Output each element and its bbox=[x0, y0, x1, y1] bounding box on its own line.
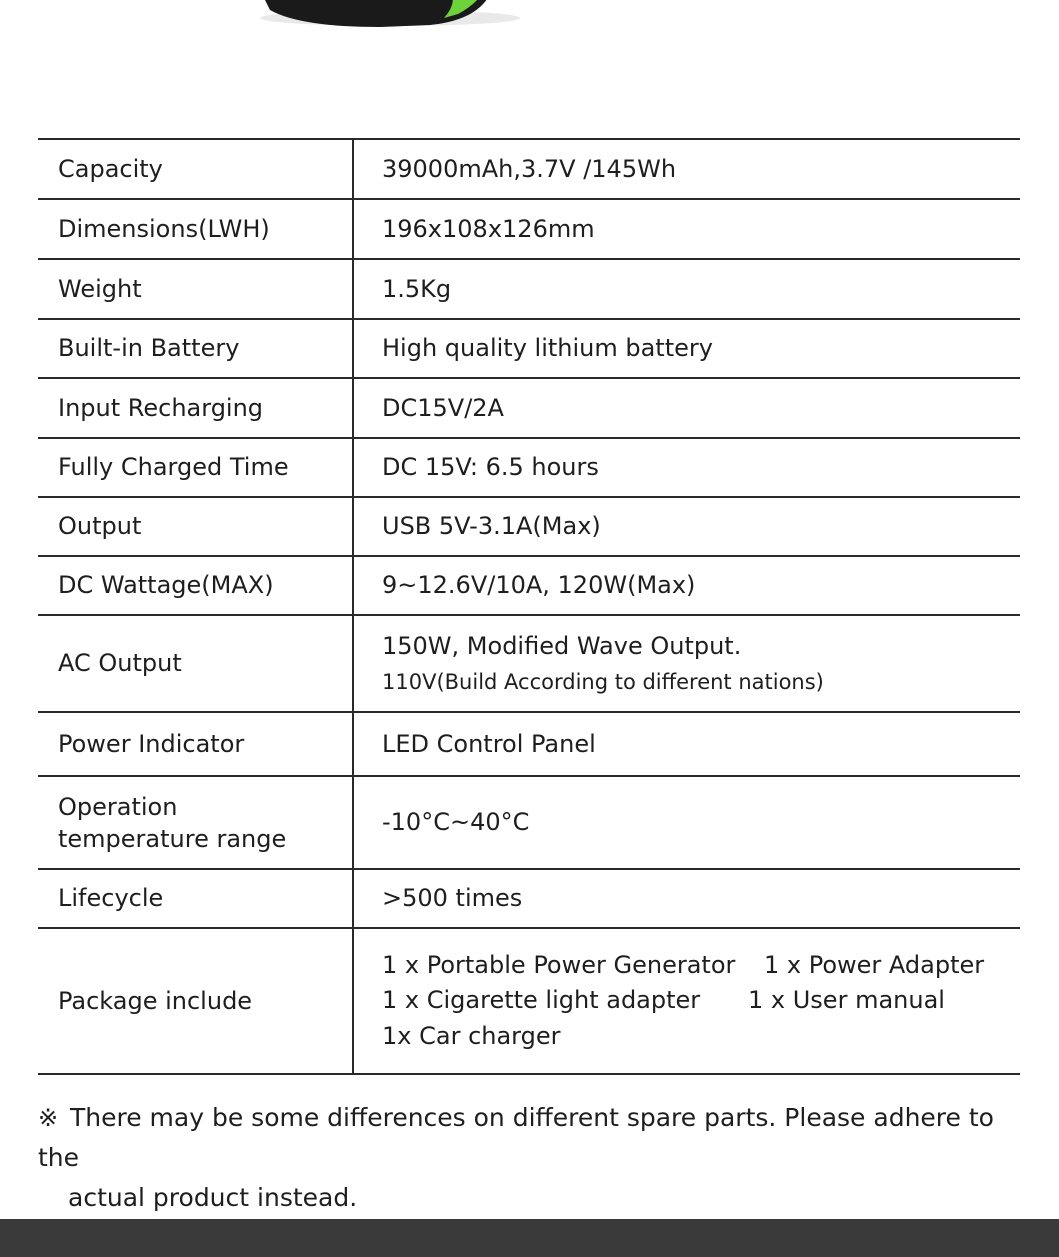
spec-value-cell bbox=[353, 615, 1020, 712]
table-row bbox=[38, 378, 1020, 438]
spec-label: Power Indicator bbox=[38, 712, 353, 776]
note-text-continued: actual product instead. bbox=[68, 1183, 358, 1212]
package-list bbox=[353, 928, 1020, 1074]
table-row bbox=[38, 556, 1020, 615]
spec-label: Weight bbox=[38, 259, 353, 319]
disclaimer-note bbox=[38, 1098, 1028, 1218]
table-row bbox=[38, 497, 1020, 556]
spec-label: Built-in Battery bbox=[38, 319, 353, 378]
spec-label: Package include bbox=[38, 928, 353, 1074]
spec-value: -10°C~40°C bbox=[353, 776, 1020, 869]
package-line bbox=[382, 983, 1020, 1019]
spec-label: Fully Charged Time bbox=[38, 438, 353, 497]
table-row bbox=[38, 712, 1020, 776]
spec-table bbox=[38, 138, 1020, 1075]
table-row bbox=[38, 319, 1020, 378]
package-item: 1 x Cigarette light adapter bbox=[382, 986, 701, 1015]
spec-value: >500 times bbox=[353, 869, 1020, 928]
table-row bbox=[38, 615, 1020, 712]
spec-value: DC 15V: 6.5 hours bbox=[353, 438, 1020, 497]
spec-value: 39000mAh,3.7V /145Wh bbox=[353, 139, 1020, 199]
product-image-bottom bbox=[230, 0, 550, 32]
spec-value: 196x108x126mm bbox=[353, 199, 1020, 259]
package-item: 1 x User manual bbox=[748, 986, 945, 1015]
table-row bbox=[38, 139, 1020, 199]
table-row bbox=[38, 928, 1020, 1074]
spec-label: Input Recharging bbox=[38, 378, 353, 438]
spec-label: Capacity bbox=[38, 139, 353, 199]
table-row bbox=[38, 259, 1020, 319]
spec-label: DC Wattage(MAX) bbox=[38, 556, 353, 615]
footer-bar bbox=[0, 1219, 1059, 1257]
spec-value-note: 110V(Build According to different nations) bbox=[382, 670, 824, 694]
package-item: 1 x Portable Power Generator bbox=[382, 950, 736, 979]
spec-value: 150W, Modified Wave Output. bbox=[382, 632, 742, 660]
table-row bbox=[38, 869, 1020, 928]
table-row bbox=[38, 199, 1020, 259]
package-item: 1 x Power Adapter bbox=[764, 950, 985, 979]
note-line bbox=[38, 1098, 1028, 1178]
spec-value: USB 5V-3.1A(Max) bbox=[353, 497, 1020, 556]
spec-label: Operation temperature range bbox=[38, 776, 353, 869]
spec-value: 9~12.6V/10A, 120W(Max) bbox=[353, 556, 1020, 615]
spec-label: Dimensions(LWH) bbox=[38, 199, 353, 259]
package-item: 1x Car charger bbox=[382, 1021, 561, 1050]
spec-value: High quality lithium battery bbox=[353, 319, 1020, 378]
spec-label: AC Output bbox=[38, 615, 353, 712]
spec-label: Lifecycle bbox=[38, 869, 353, 928]
table-row bbox=[38, 776, 1020, 869]
package-line bbox=[382, 1019, 1020, 1055]
note-text: There may be some differences on different spare parts. Please adhere to the bbox=[38, 1103, 994, 1172]
reference-mark-icon: ※ bbox=[38, 1104, 59, 1132]
spec-value: LED Control Panel bbox=[353, 712, 1020, 776]
table-row bbox=[38, 438, 1020, 497]
spec-value: 1.5Kg bbox=[353, 259, 1020, 319]
spec-value: DC15V/2A bbox=[353, 378, 1020, 438]
package-line bbox=[382, 948, 1020, 984]
spec-label: Output bbox=[38, 497, 353, 556]
